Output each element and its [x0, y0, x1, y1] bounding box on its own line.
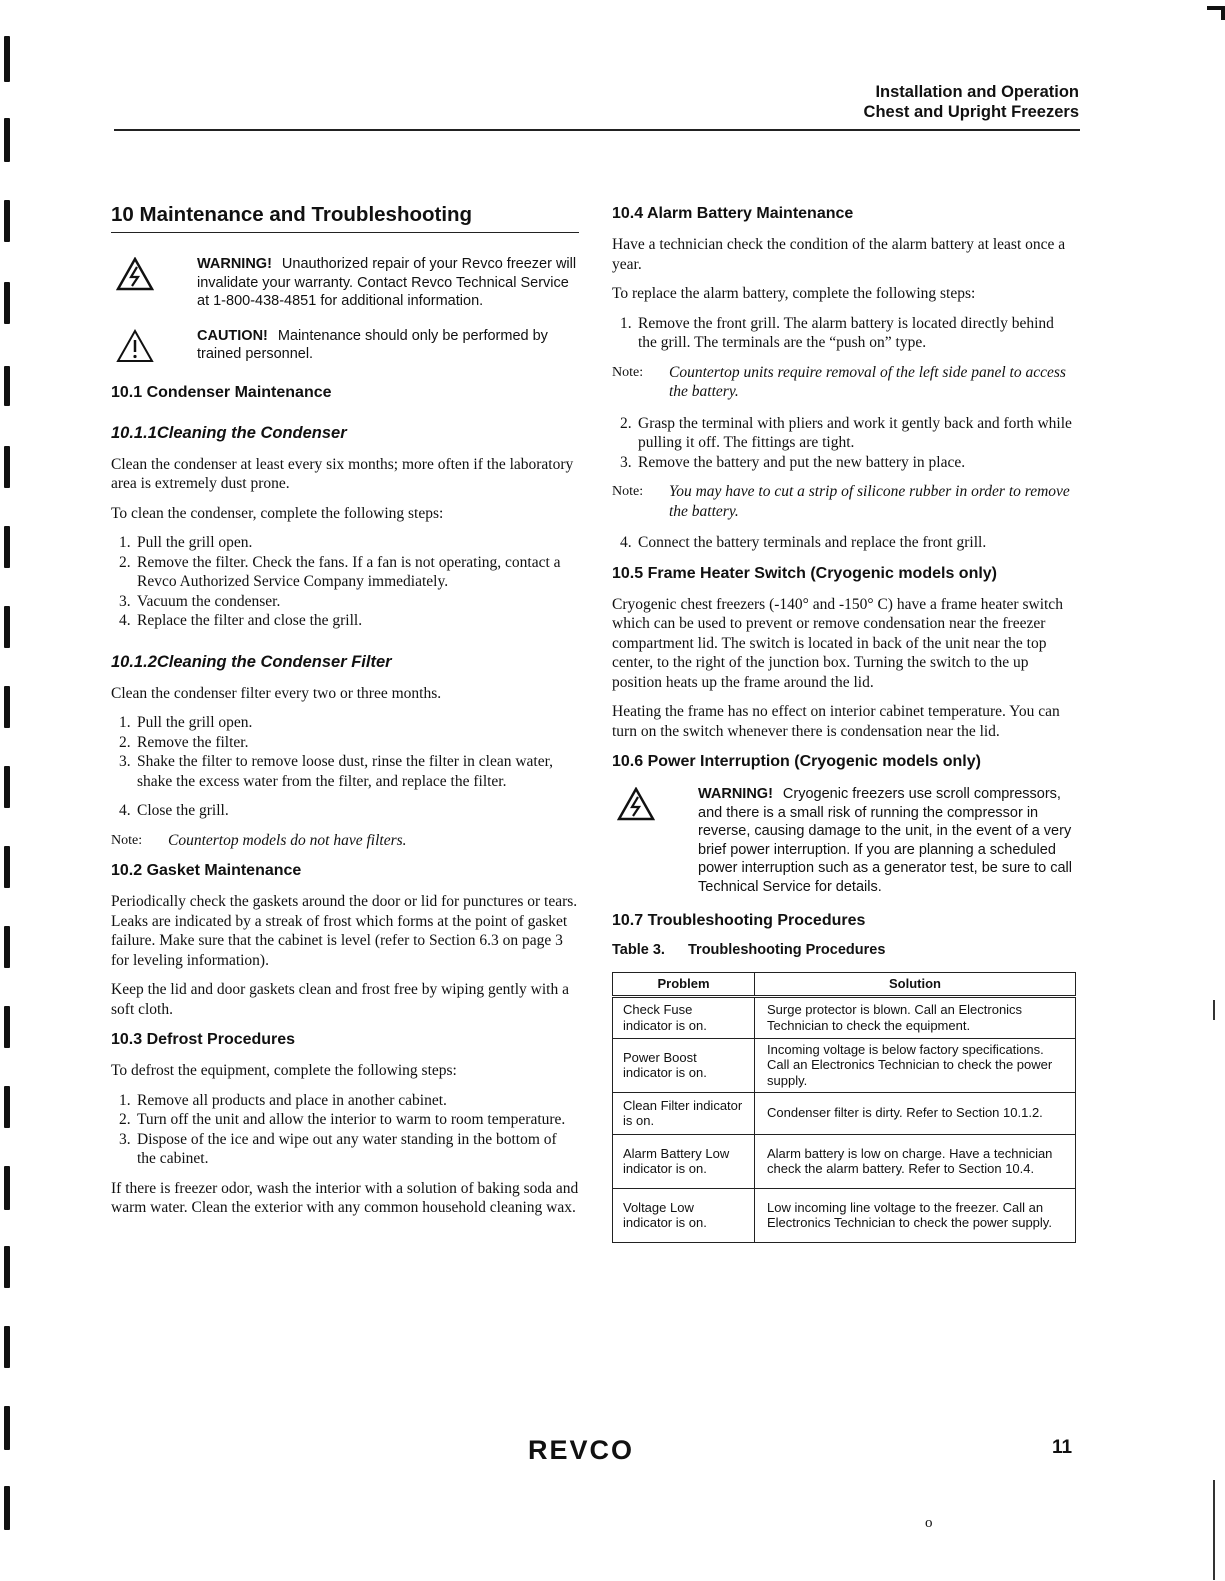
header-rule — [114, 129, 1080, 131]
right-column — [612, 203, 1076, 1243]
problem-cell: Clean Filter indicator is on. — [613, 1092, 755, 1134]
table-row — [613, 1038, 1076, 1092]
table-row — [613, 996, 1076, 1038]
list-item: 1. Pull the grill open. — [119, 714, 253, 731]
caution-text: Maintenance should only be performed by trained personnel. — [197, 327, 548, 362]
warning-electrical-icon — [612, 785, 698, 896]
condenser-steps — [111, 533, 579, 631]
list-item: 2. Remove the filter. Check the fans. If a fan is not operating, contact a Revco Authorized Service Company immediately. — [119, 553, 561, 590]
problem-cell: Check Fuse indicator is on. — [613, 996, 755, 1038]
problem-cell: Alarm Battery Low indicator is on. — [613, 1134, 755, 1188]
note — [612, 482, 1076, 521]
solution-cell: Condenser filter is dirty. Refer to Section 10.1.2. — [755, 1092, 1076, 1134]
warning-label: WARNING! — [698, 786, 773, 802]
header-line-1: Installation and Operation — [875, 83, 1079, 101]
note-label: Note: — [612, 364, 644, 380]
paragraph: To replace the alarm battery, complete the following steps: — [612, 285, 976, 302]
paragraph: Clean the condenser filter every two or three months. — [111, 684, 442, 702]
list-item: 4. Connect the battery terminals and replace the front grill. — [620, 534, 987, 551]
paragraph: Periodically check the gaskets around the door or lid for punctures or tears. Leaks are indicated by a streak of frost which forms at the point of gasket failure. Make sure that the cabinet is level (refer to Section 6.3 on page 3 for leveling information). — [111, 893, 578, 969]
warning-label: WARNING! — [197, 256, 272, 272]
paragraph: Heating the frame has no effect on interior cabinet temperature. You can turn on the switch whenever there is condensation near the lid. — [612, 703, 1060, 740]
solution-cell: Low incoming line voltage to the freezer. Call an Electronics Technician to check the power supply. — [755, 1188, 1076, 1242]
caution-exclamation-icon — [111, 327, 197, 368]
footer-mark: o — [925, 1515, 933, 1531]
list-item: 2. Remove the filter. — [119, 733, 249, 751]
battery-steps-b — [612, 414, 1076, 473]
note-text: You may have to cut a strip of silicone rubber in order to remove the battery. — [669, 483, 1070, 520]
list-item: 4. Replace the filter and close the grill. — [119, 612, 363, 629]
table-number: Table 3. — [612, 942, 665, 958]
heading-10-5: 10.5 Frame Heater Switch (Cryogenic models only) — [612, 564, 998, 582]
heading-10-1-1: 10.1.1Cleaning the Condenser — [111, 423, 347, 442]
table-title: Troubleshooting Procedures — [688, 942, 886, 958]
note-text: Countertop units require removal of the left side panel to access the battery. — [669, 363, 1066, 400]
heading-10-1: 10.1 Condenser Maintenance — [111, 383, 332, 401]
list-item: 2. Grasp the terminal with pliers and work it gently back and forth while pulling it off. The fittings are tight. — [620, 414, 1072, 451]
table-row — [613, 1134, 1076, 1188]
list-item: 3. Remove the battery and put the new battery in place. — [620, 453, 966, 471]
battery-steps-c — [612, 533, 1076, 553]
list-item: 3. Vacuum the condenser. — [119, 592, 281, 610]
list-item: 1. Remove the front grill. The alarm battery is located directly behind the grill. The terminals are the “push on” type. — [620, 314, 1054, 351]
caution-label: CAUTION! — [197, 327, 268, 344]
list-item: 4. Close the grill. — [119, 802, 229, 819]
list-item: 3. Shake the filter to remove loose dust, rinse the filter in clean water, shake the excess water from the filter, and replace the filter. — [119, 753, 554, 790]
page-number: 11 — [1052, 1437, 1073, 1458]
troubleshooting-table — [612, 972, 1076, 1243]
heading-10-4: 10.4 Alarm Battery Maintenance — [612, 205, 854, 222]
heading-10-2: 10.2 Gasket Maintenance — [111, 862, 302, 879]
paragraph: Keep the lid and door gaskets clean and frost free by wiping gently with a soft cloth. — [111, 981, 569, 1018]
column-header-solution: Solution — [755, 973, 1076, 997]
filter-steps — [111, 713, 579, 821]
problem-cell: Power Boost indicator is on. — [613, 1038, 755, 1092]
table-caption — [612, 942, 1076, 958]
running-header — [864, 82, 1079, 122]
heading-10-1-2: 10.1.2Cleaning the Condenser Filter — [111, 652, 392, 671]
problem-cell: Voltage Low indicator is on. — [613, 1188, 755, 1242]
list-item: 2. Turn off the unit and allow the interior to warm to room temperature. — [119, 1111, 566, 1128]
corner-mark-vertical — [1221, 6, 1225, 20]
battery-steps-a — [612, 314, 1076, 353]
solution-cell: Surge protector is blown. Call an Electronics Technician to check the equipment. — [755, 996, 1076, 1038]
header-line-2: Chest and Upright Freezers — [863, 103, 1079, 121]
solution-cell: Incoming voltage is below factory specifications. Call an Electronics Technician to check the power supply. — [755, 1038, 1076, 1092]
paragraph: If there is freezer odor, wash the interior with a solution of baking soda and warm water. Clean the exterior with any common household cleaning wax. — [111, 1179, 579, 1216]
paragraph: Clean the condenser at least every six months; more often if the laboratory area is extremely dust prone. — [111, 455, 574, 492]
heading-10-7: 10.7 Troubleshooting Procedures — [612, 912, 866, 929]
paragraph: Cryogenic chest freezers (-140° and -150° C) have a frame heater switch which can be used to prevent or remove condensation near the freezer compartment lid. The switch is located in back of the unit near the top center, to the right of the junction box. Turning the switch to the up position heats up the frame around the lid. — [612, 595, 1063, 691]
section-title: 10 Maintenance and Troubleshooting — [111, 203, 579, 233]
column-header-problem: Problem — [613, 973, 755, 997]
heading-10-3: 10.3 Defrost Procedures — [111, 1031, 296, 1048]
table-row — [613, 1092, 1076, 1134]
warning-text: Cryogenic freezers use scroll compressors, and there is a small risk of running the compressor in reverse, causing damage to the unit, in the event of a very brief power interruption. If you are planning a scheduled power interruption such as a generator test, be sure to call Technical Service for details. — [698, 786, 1072, 895]
table-header-row — [613, 973, 1076, 997]
edge-mark — [1213, 1000, 1215, 1020]
note — [111, 831, 579, 851]
note-label: Note: — [111, 832, 143, 848]
warning-electrical-icon — [111, 255, 197, 311]
warning-notice — [612, 785, 1076, 896]
defrost-steps — [111, 1091, 579, 1169]
heading-10-6: 10.6 Power Interruption (Cryogenic models only) — [612, 753, 981, 770]
caution-notice — [111, 327, 579, 368]
solution-cell: Alarm battery is low on charge. Have a technician check the alarm battery. Refer to Section 10.4. — [755, 1134, 1076, 1188]
paragraph: Have a technician check the condition of the alarm battery at least once a year. — [612, 236, 1066, 273]
warning-text: Unauthorized repair of your Revco freezer will invalidate your warranty. Contact Revco Technical Service at 1-800-438-4851 for additional information. — [197, 256, 577, 309]
left-column — [111, 203, 579, 1228]
revco-logo: REVCO — [528, 1435, 635, 1465]
note — [612, 363, 1076, 402]
list-item: 1. Remove all products and place in another cabinet. — [119, 1091, 447, 1109]
table-row — [613, 1188, 1076, 1242]
list-item: 1. Pull the grill open. — [119, 534, 253, 551]
note-label: Note: — [612, 484, 644, 499]
list-item: 3. Dispose of the ice and wipe out any water standing in the bottom of the cabinet. — [119, 1130, 557, 1167]
warning-notice — [111, 255, 579, 311]
paragraph: To clean the condenser, complete the following steps: — [111, 504, 444, 522]
edge-mark — [1213, 1480, 1215, 1580]
note-text: Countertop models do not have filters. — [168, 831, 407, 849]
paragraph: To defrost the equipment, complete the following steps: — [111, 1062, 457, 1079]
binding-edge — [0, 0, 16, 1581]
